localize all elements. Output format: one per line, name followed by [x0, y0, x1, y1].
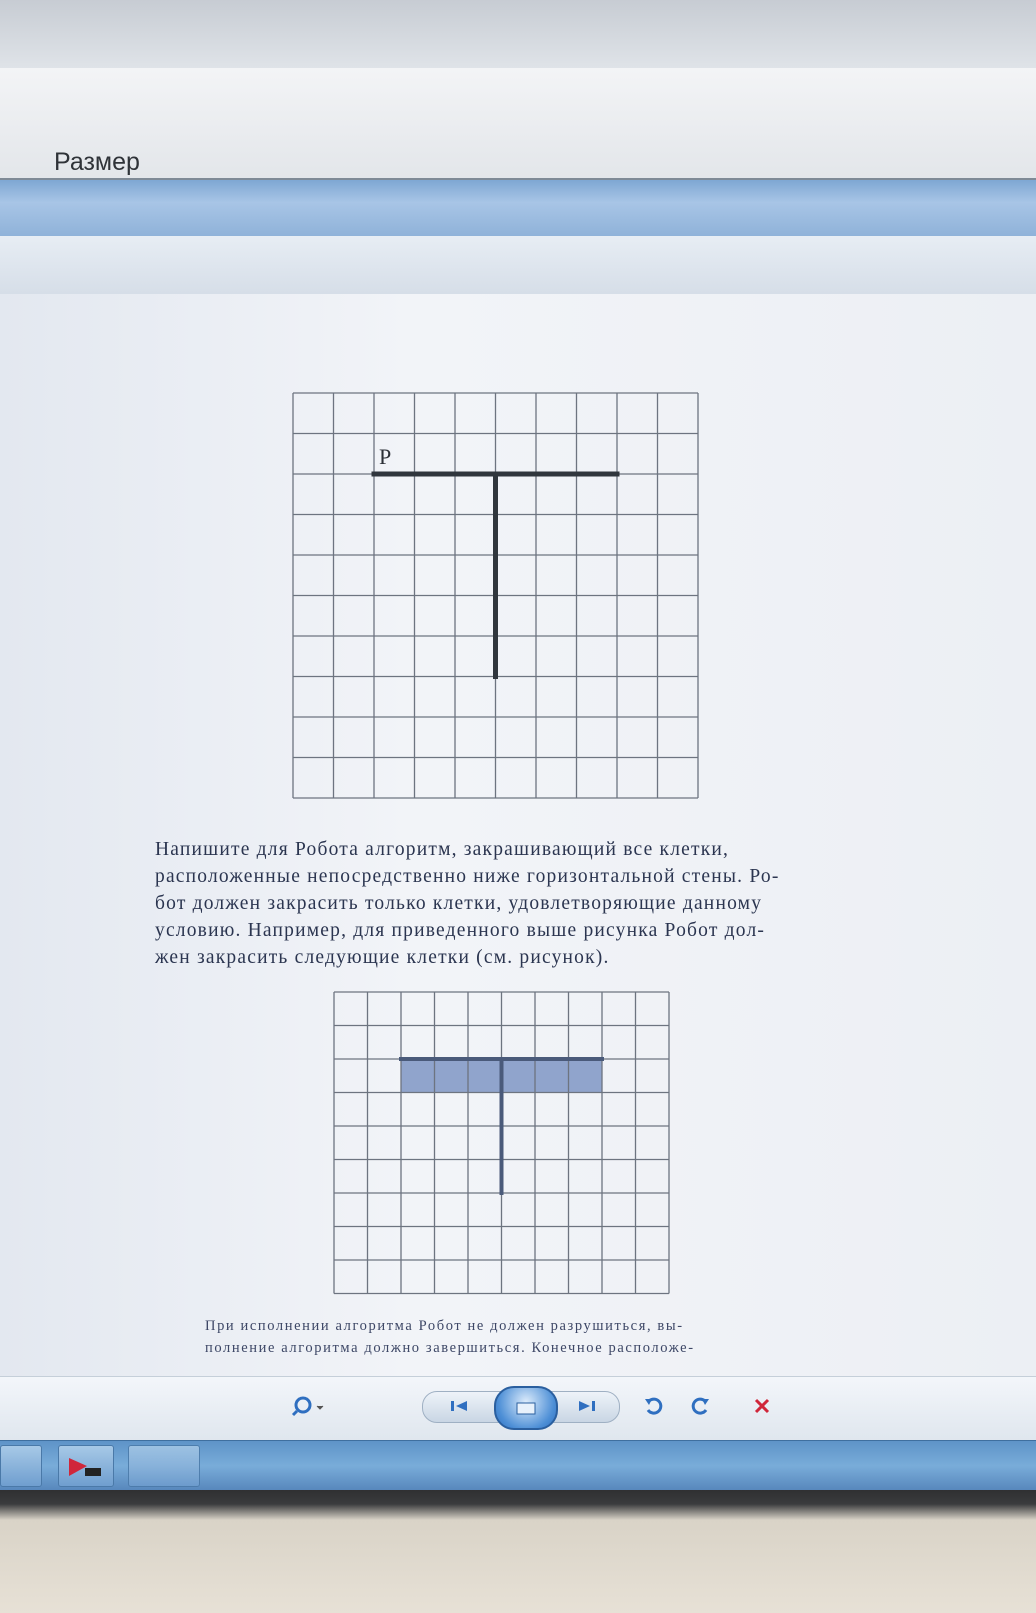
monitor-bezel	[0, 1490, 1036, 1613]
window-top-chrome	[0, 0, 1036, 69]
robot-field-grid	[292, 392, 704, 806]
task-line: жен закрасить следующие клетки (см. рисунок).	[155, 947, 610, 968]
taskbar-item-app[interactable]	[128, 1445, 200, 1487]
robot-label: Р	[379, 443, 392, 469]
task-line: бот должен закрасить только клетки, удовлетворяющие данному	[155, 893, 763, 914]
delete-button[interactable]	[748, 1391, 776, 1421]
app-icon	[59, 1446, 113, 1486]
shaded-cell	[468, 1059, 502, 1093]
shaded-cell	[502, 1059, 536, 1093]
viewer-title-bar	[0, 180, 1036, 237]
slideshow-button[interactable]	[494, 1386, 558, 1430]
previous-button[interactable]	[440, 1391, 480, 1421]
robot-field-figure	[292, 392, 704, 806]
previous-icon	[447, 1398, 473, 1414]
rotate-right-icon	[689, 1395, 711, 1417]
shaded-cell	[535, 1059, 569, 1093]
text-line: При исполнении алгоритма Робот не должен разрушиться, вы-	[205, 1318, 684, 1334]
shaded-cell	[569, 1059, 603, 1093]
task-line: расположенные непосредственно ниже горизонтальной стены. Ро-	[155, 866, 780, 887]
task-line: условию. Например, для приведенного выше рисунка Робот дол-	[155, 920, 766, 941]
task-line: Напишите для Робота алгоритм, закрашивающий все клетки,	[155, 839, 730, 860]
solution-grid	[332, 990, 682, 1296]
zoom-button[interactable]	[288, 1391, 328, 1421]
shaded-cell	[435, 1059, 469, 1093]
delete-icon	[752, 1396, 772, 1416]
taskbar-item-app[interactable]	[0, 1445, 42, 1487]
continued-text	[205, 1315, 875, 1359]
rotate-left-icon	[643, 1395, 665, 1417]
next-icon	[573, 1398, 599, 1414]
zoom-icon	[291, 1394, 325, 1418]
rotate-right-button[interactable]	[686, 1391, 714, 1421]
rotate-left-button[interactable]	[640, 1391, 668, 1421]
taskbar	[0, 1440, 1036, 1491]
taskbar-item-app[interactable]	[58, 1445, 114, 1487]
viewer-control-bar	[0, 1376, 1036, 1441]
slideshow-icon	[513, 1399, 539, 1417]
column-header-size[interactable]: Размер	[54, 148, 140, 176]
shaded-cell	[401, 1059, 435, 1093]
viewer-menu-bar	[0, 236, 1036, 295]
file-list-header	[0, 68, 1036, 180]
text-line: полнение алгоритма должно завершиться. Конечное расположе-	[205, 1340, 695, 1356]
next-button[interactable]	[566, 1391, 606, 1421]
solution-figure	[332, 990, 682, 1296]
task-description	[155, 836, 915, 971]
